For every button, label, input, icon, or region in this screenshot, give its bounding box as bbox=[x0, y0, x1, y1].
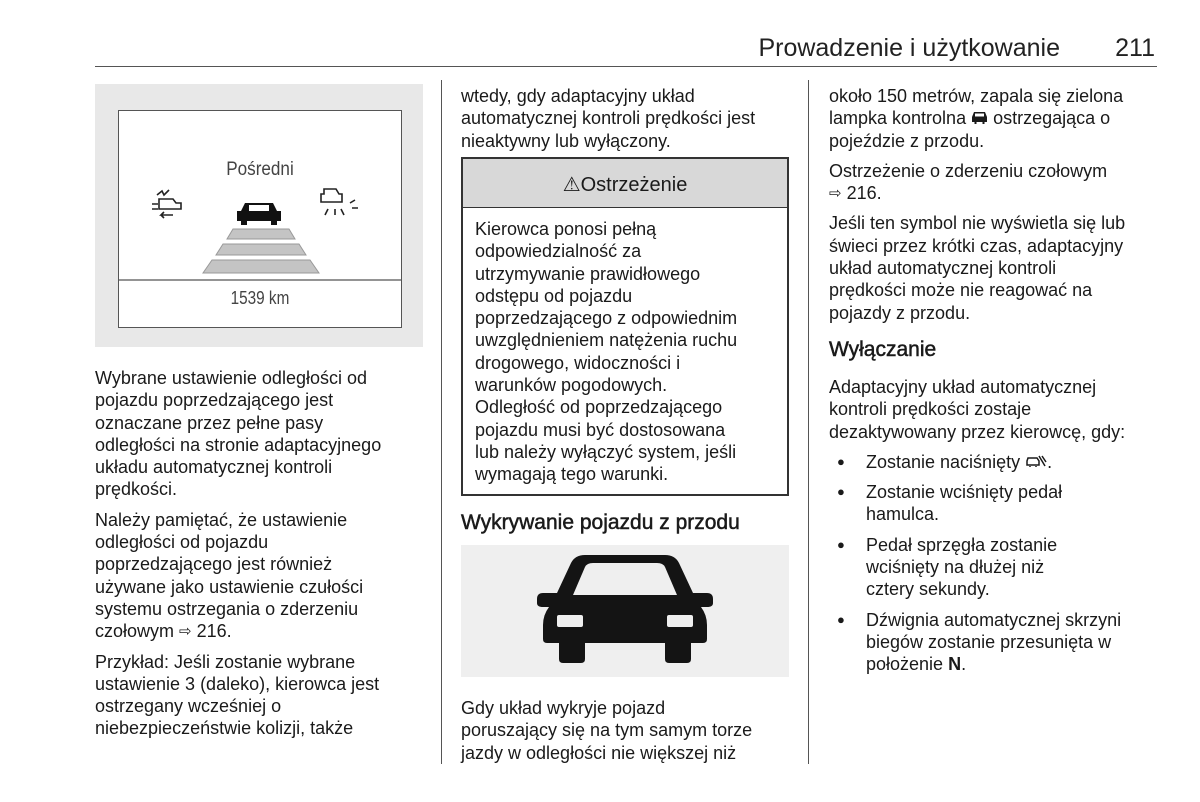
text-line bbox=[95, 620, 425, 642]
text-line: ● Dźwignia automatycznej skrzyni bbox=[866, 609, 1122, 630]
text-line: Ostrzeżenie o zderzeniu czołowym bbox=[829, 160, 1108, 181]
acc-icon bbox=[321, 189, 358, 215]
text-line: prędkości może nie reagować na bbox=[829, 280, 1093, 301]
text-line: kontroli prędkości zostaje bbox=[829, 399, 1032, 420]
text-line: cztery sekundy. bbox=[866, 579, 990, 600]
text-line: pojazdu musi być dostosowana bbox=[475, 419, 726, 440]
instrument-display bbox=[118, 110, 402, 328]
bullet-list bbox=[829, 451, 1159, 676]
text-line: Odległość od poprzedzającego bbox=[475, 397, 723, 418]
warning-box bbox=[461, 157, 789, 496]
text-line: niebezpieczeństwie kolizji, także bbox=[95, 718, 354, 739]
column-2-intro bbox=[461, 85, 791, 160]
text-fragment: ostrzegająca o bbox=[993, 108, 1111, 129]
text-line bbox=[866, 451, 1159, 473]
distance-button-icon bbox=[1025, 454, 1047, 468]
text-line: hamulca. bbox=[866, 504, 940, 525]
text-line: świeci przez krótki czas, adaptacyjny bbox=[829, 235, 1124, 256]
text-line: biegów zostanie przesunięta w bbox=[866, 631, 1112, 652]
text-line bbox=[829, 182, 1159, 204]
cross-reference-link[interactable]: 216. bbox=[846, 183, 882, 204]
vehicle-ahead-indicator-icon bbox=[971, 111, 988, 125]
text-line: ● Zostanie wciśnięty pedał bbox=[866, 482, 1063, 503]
text-line bbox=[866, 653, 1159, 675]
text-line: automatycznej kontroli prędkości jest bbox=[461, 108, 756, 129]
paragraph bbox=[461, 85, 791, 152]
section-heading: Wyłączanie bbox=[829, 338, 937, 361]
column-3-lower bbox=[829, 376, 1159, 684]
text-line: pojazdy z przodu. bbox=[829, 302, 971, 323]
paragraph bbox=[829, 376, 1159, 443]
text-line: odpowiedzialność za bbox=[475, 241, 642, 262]
text-line: pojazdu poprzedzającego jest bbox=[95, 390, 334, 411]
cross-reference-arrow-icon[interactable]: ⇨ bbox=[179, 622, 192, 641]
text-line: dezaktywowany przez kierowcę, gdy: bbox=[829, 421, 1126, 442]
paragraph bbox=[95, 367, 425, 501]
text-line: lub należy wyłączyć system, jeśli bbox=[475, 441, 737, 462]
text-line: utrzymywanie prawidłowego bbox=[475, 263, 701, 284]
text-line: używane jako ustawienie czułości bbox=[95, 576, 364, 597]
column-divider bbox=[441, 80, 442, 764]
text-line: ostrzegany wcześniej o bbox=[95, 696, 282, 717]
warning-triangle-icon: ⚠ bbox=[562, 174, 581, 196]
paragraph bbox=[95, 509, 425, 643]
section-heading: Wykrywanie pojazdu z przodu bbox=[461, 511, 740, 534]
page-number: 211 bbox=[1115, 34, 1155, 62]
column-3 bbox=[829, 85, 1159, 332]
text-fragment: położenie bbox=[866, 654, 944, 675]
text-line: nieaktywny lub wyłączony. bbox=[461, 130, 671, 151]
header-rule bbox=[95, 66, 1157, 67]
text-line: odległości na stronie adaptacyjnego bbox=[95, 434, 382, 455]
text-line: układu automatycznej kontroli bbox=[95, 457, 333, 478]
text-fragment: . bbox=[1047, 451, 1053, 472]
text-line: drogowego, widoczności i bbox=[475, 352, 681, 373]
text-line: Należy pamiętać, że ustawienie bbox=[95, 509, 348, 530]
text-line: warunków pogodowych. bbox=[475, 375, 668, 396]
list-item bbox=[829, 451, 1159, 473]
text-line: wymagają tego warunki. bbox=[475, 464, 669, 485]
text-line: Jeśli ten symbol nie wyświetla się lub bbox=[829, 213, 1126, 234]
list-item bbox=[829, 481, 1159, 526]
gear-position-label: N bbox=[948, 654, 962, 675]
text-line: ● Pedał sprzęgła zostanie bbox=[866, 534, 1058, 555]
text-line: układ automatycznej kontroli bbox=[829, 258, 1057, 279]
odometer-readout: 1539 km bbox=[230, 288, 290, 308]
column-divider bbox=[808, 80, 809, 764]
column-2-after bbox=[461, 697, 791, 772]
text-line: Adaptacyjny układ automatycznej bbox=[829, 377, 1097, 397]
text-line: uwzględnieniem natężenia ruchu bbox=[475, 330, 738, 351]
text-line: wciśnięty na dłużej niż bbox=[866, 557, 1045, 578]
paragraph bbox=[829, 212, 1159, 323]
text-line: odstępu od pojazdu bbox=[475, 285, 633, 306]
collision-warning-icon bbox=[152, 190, 181, 218]
text-fragment: czołowym bbox=[95, 621, 175, 642]
text-line: oznaczane przez pełne pasy bbox=[95, 412, 324, 433]
list-item bbox=[829, 609, 1159, 676]
column-1 bbox=[95, 367, 425, 748]
warning-title: Ostrzeżenie bbox=[580, 174, 688, 196]
cross-reference-arrow-icon[interactable]: ⇨ bbox=[829, 184, 842, 203]
text-line: jazdy w odległości nie większej niż bbox=[461, 742, 737, 763]
text-line: prędkości. bbox=[95, 479, 178, 500]
paragraph bbox=[829, 160, 1159, 205]
text-line: wtedy, gdy adaptacyjny układ bbox=[461, 86, 695, 106]
text-line: Kierowca ponosi pełną bbox=[475, 219, 657, 239]
warning-header bbox=[463, 159, 787, 208]
text-line: Przykład: Jeśli zostanie wybrane bbox=[95, 651, 356, 672]
text-line: Wybrane ustawienie odległości od bbox=[95, 368, 367, 388]
vehicle-ahead-illustration bbox=[461, 545, 789, 677]
warning-body bbox=[463, 208, 787, 486]
paragraph bbox=[95, 651, 425, 740]
text-line: poprzedzającego z odpowiednim bbox=[475, 308, 738, 329]
display-illustration bbox=[95, 84, 423, 347]
text-line: pojeździe z przodu. bbox=[829, 130, 985, 151]
text-line: Gdy układ wykryje pojazd bbox=[461, 698, 666, 718]
text-line: poruszający się na tym samym torze bbox=[461, 720, 753, 741]
paragraph bbox=[461, 697, 791, 764]
text-line: poprzedzającego jest również bbox=[95, 554, 333, 575]
display-mode-label: Pośredni bbox=[226, 159, 294, 180]
text-line: systemu ostrzegania o zderzeniu bbox=[95, 598, 359, 619]
page-header-title: Prowadzenie i użytkowanie bbox=[758, 34, 1060, 62]
text-line: około 150 metrów, zapala się zielona bbox=[829, 86, 1124, 106]
cross-reference-link[interactable]: 216. bbox=[196, 621, 232, 642]
paragraph bbox=[829, 85, 1159, 152]
text-line: ustawienie 3 (daleko), kierowca jest bbox=[95, 673, 380, 694]
list-item bbox=[829, 534, 1159, 601]
text-fragment: Zostanie naciśnięty bbox=[866, 451, 1021, 472]
text-fragment: . bbox=[961, 654, 967, 675]
text-fragment: lampka kontrolna bbox=[829, 108, 967, 129]
distance-bars bbox=[203, 229, 319, 273]
text-line: odległości od pojazdu bbox=[95, 532, 269, 553]
car-ahead-icon bbox=[461, 545, 789, 677]
text-line bbox=[829, 107, 1159, 129]
